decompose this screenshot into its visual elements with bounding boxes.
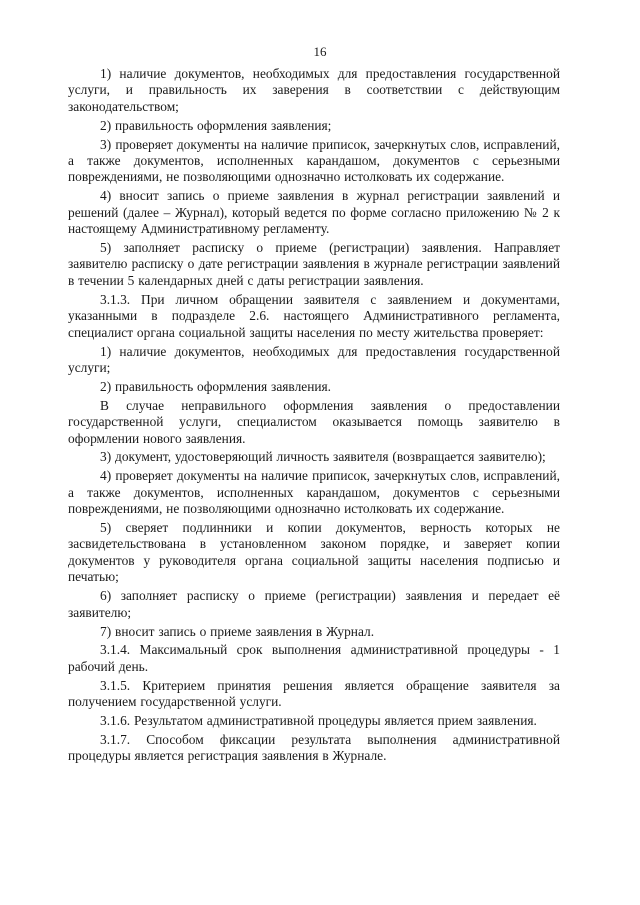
paragraph: 6) заполняет расписку о приеме (регистрации) заявления и передает её заявителю; (68, 588, 560, 620)
page-number: 16 (313, 44, 327, 59)
paragraph: 1) наличие документов, необходимых для предоставления государственной услуги, и правильность их заверения в соответствии с действующим законодательством; (68, 66, 560, 114)
paragraph: 5) сверяет подлинники и копии документов, верность которых не засвидетельствована в установленном законом порядке, и заверяет копии документов у руководителя органа социальной защиты населения подписью и печатью; (68, 520, 560, 585)
paragraph: 5) заполняет расписку о приеме (регистрации) заявления. Направляет заявителю расписку о дате регистрации заявления в журнале регистрации заявлений в течении 5 календарных дней с даты регистрации заявления. (68, 240, 560, 288)
paragraph: 3.1.3. При личном обращении заявителя с заявлением и документами, указанными в подразделе 2.6. настоящего Административного регламента, специалист органа социальной защиты населения по месту жительства проверяет: (68, 291, 560, 340)
paragraph: 3.1.5. Критерием принятия решения является обращение заявителя за получением государственной услуги. (68, 677, 560, 710)
document-body (68, 66, 560, 767)
paragraph: 3.1.6. Результатом административной процедуры является прием заявления. (100, 713, 537, 729)
paragraph: 7) вносит запись о приеме заявления в Журнал. (100, 623, 375, 639)
paragraph: В случае неправильного оформления заявления о предоставлении государственной услуги, специалистом оказывается помощь заявителю в оформлении нового заявления. (68, 397, 560, 446)
paragraph: 4) проверяет документы на наличие приписок, зачеркнутых слов, исправлений, а также документов, исполненных карандашом, документов с серьезными повреждениями, не позволяющими однозначно истолковать их содержание. (68, 468, 560, 517)
paragraph: 2) правильность оформления заявления; (100, 117, 332, 133)
paragraph: 3) документ, удостоверяющий личность заявителя (возвращается заявителю); (100, 449, 546, 465)
paragraph: 2) правильность оформления заявления. (100, 378, 332, 394)
paragraph: 3.1.7. Способом фиксации результата выполнения административной процедуры является регистрация заявления в Журнале. (68, 731, 560, 764)
paragraph: 4) вносит запись о приеме заявления в журнал регистрации заявлений и решений (далее – Журнал), который ведется по форме согласно приложению № 2 к настоящему Административному регламенту. (68, 188, 560, 237)
paragraph: 3) проверяет документы на наличие приписок, зачеркнутых слов, исправлений, а также документов, исполненных карандашом, документов с серьезными повреждениями, не позволяющими однозначно истолковать их содержание. (68, 136, 560, 185)
paragraph: 3.1.4. Максимальный срок выполнения административной процедуры - 1 рабочий день. (68, 642, 560, 674)
paragraph: 1) наличие документов, необходимых для предоставления государственной услуги; (68, 343, 560, 375)
